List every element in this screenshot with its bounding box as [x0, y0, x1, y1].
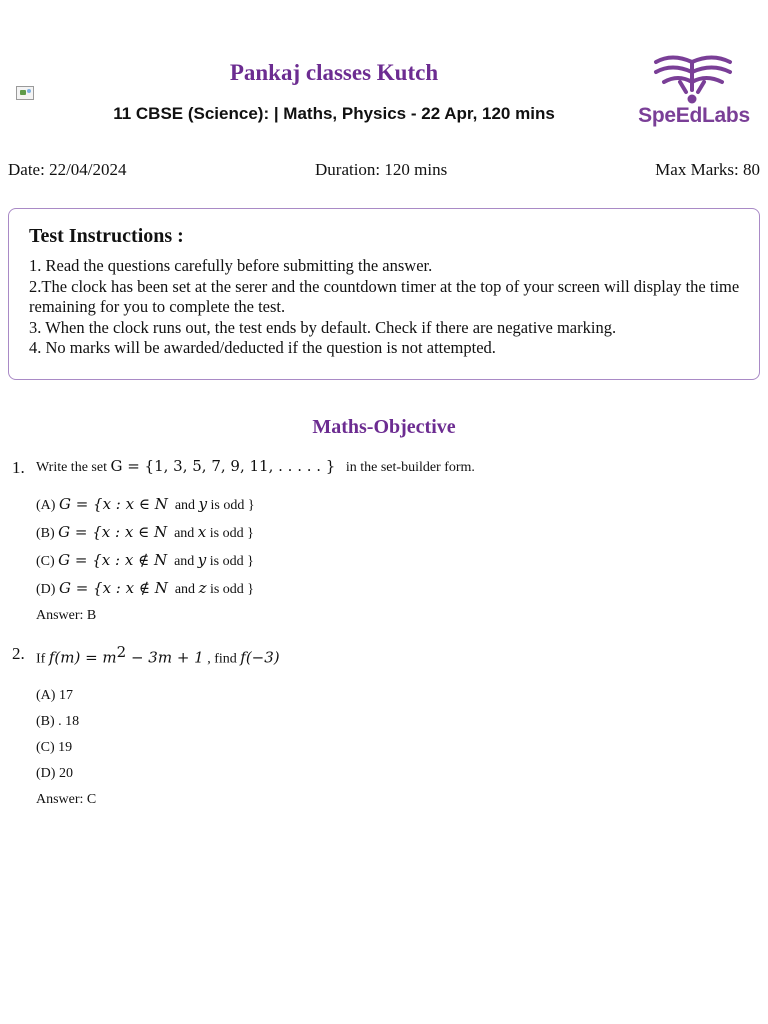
instruction-line: 1. Read the questions carefully before submitting the answer. [29, 256, 433, 275]
header [0, 0, 768, 150]
instructions-title: Test Instructions : [29, 225, 184, 247]
test-date: Date: 22/04/2024 [8, 160, 127, 179]
answer-text: Answer: C [36, 791, 97, 807]
question-text: If $f(m) = m^2 - 3m + 1$ , find f(−3) [36, 643, 280, 667]
instruction-line: 2.The clock has been set at the serer and the countdown timer at the top of your screen will display the time remaining for you to complete the test. [29, 276, 740, 316]
question-body [36, 642, 756, 810]
logo-text: SpeEdLabs [638, 104, 750, 127]
question-number: 1. [12, 458, 25, 477]
option-c[interactable]: (C) 19 [36, 739, 73, 755]
institute-name: Pankaj classes Kutch [229, 60, 439, 85]
question-number: 2. [12, 644, 25, 663]
question-text-suffix: in the set-builder form. [345, 460, 475, 475]
test-duration: Duration: 120 mins [315, 160, 448, 179]
max-marks: Max Marks: 80 [655, 160, 760, 179]
instruction-line: 4. No marks will be awarded/deducted if the question is not attempted. [29, 338, 496, 357]
option-a[interactable]: (A) G = {x : x ∈ N and y is odd } [36, 495, 255, 513]
answer-text: Answer: B [36, 608, 97, 623]
question-text [36, 456, 756, 478]
test-meta [8, 160, 760, 182]
test-instructions-box [8, 208, 760, 380]
option-c[interactable]: (C) G = {x : x ∉ N and y is odd } [36, 551, 254, 569]
question-text-prefix: Write the set [36, 460, 111, 475]
option-d[interactable]: (D) 20 [36, 765, 73, 781]
instruction-line: 3. When the clock runs out, the test ends by default. Check if there are negative marking. [29, 317, 617, 337]
speedlabs-logo [630, 52, 758, 132]
option-b[interactable]: (B) G = {x : x ∈ N and x is odd } [36, 523, 254, 541]
question-body [36, 456, 756, 626]
option-d[interactable]: (D) G = {x : x ∉ N and z is odd } [36, 579, 255, 597]
option-a[interactable]: (A) 17 [36, 687, 73, 703]
section-title: Maths-Objective [312, 416, 456, 438]
question-math: G = {1, 3, 5, 7, 9, 11, . . . . . } [110, 457, 336, 475]
test-name: 11 CBSE (Science): | Maths, Physics - 22 Apr, 120 mins [113, 104, 555, 123]
broken-image-icon [16, 86, 34, 100]
open-book-icon [652, 52, 736, 106]
option-b[interactable]: (B) . 18 [36, 713, 80, 729]
